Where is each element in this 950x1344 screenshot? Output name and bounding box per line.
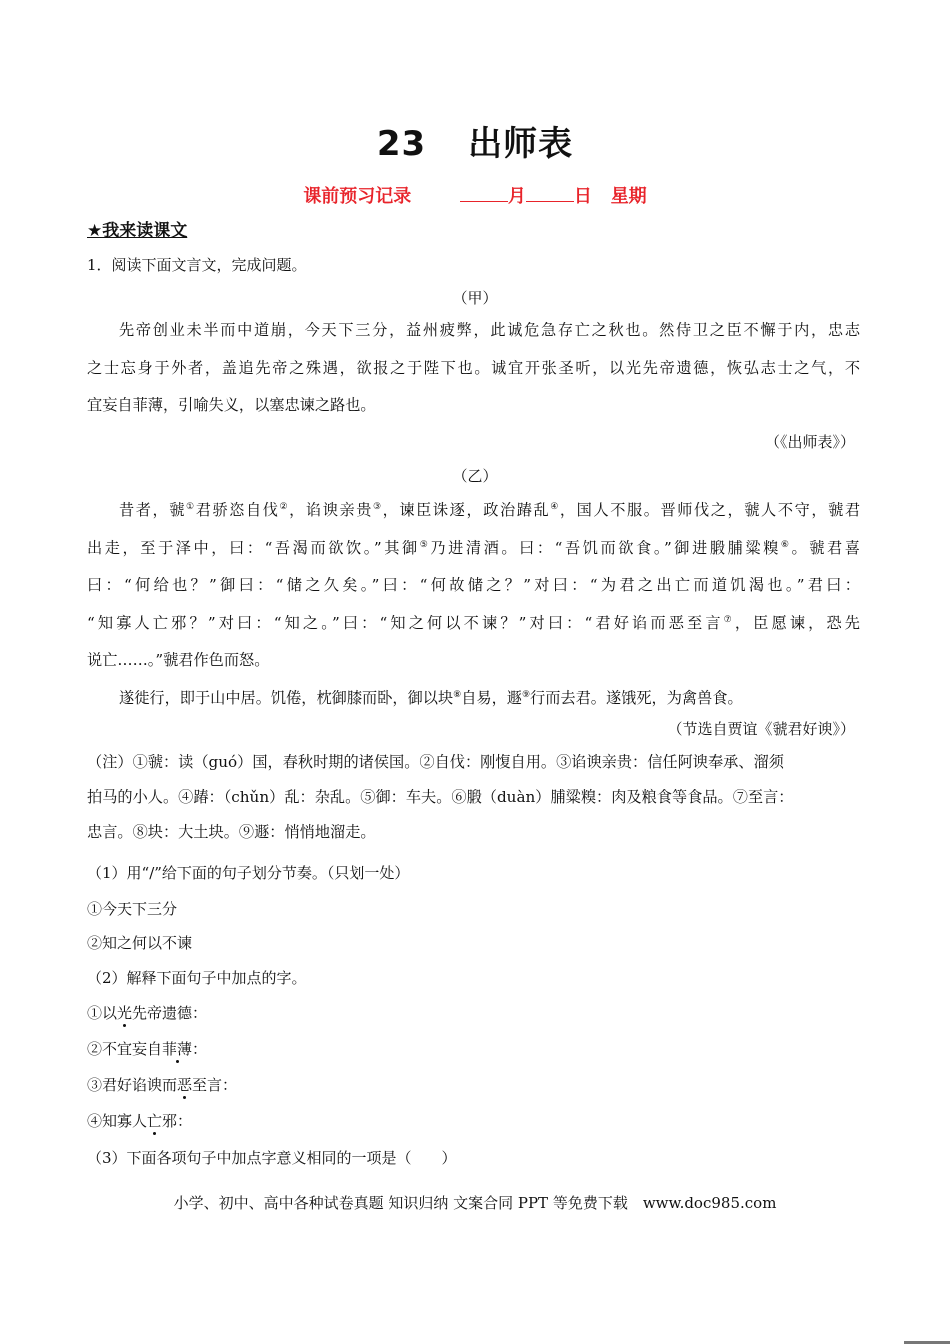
weekday-label: 星期	[610, 186, 647, 207]
annotations	[87, 745, 860, 850]
sub-question-1: （1）用“/”给下面的句子划分节奏。（只划一处）	[87, 864, 410, 882]
lesson-number: 23	[376, 124, 427, 164]
dotted-char: 亡	[147, 1112, 163, 1130]
annotation-line: 拍马的小人。④踳：（chǔn）乱：杂乱。⑤御：车夫。⑥腶（duàn）脯粱糗：肉及粮食等食品。⑦至言：	[87, 788, 794, 806]
annotation-line: （注）①虢：读（guó）国，春秋时期的诸侯国。②自伐：刚愎自用。③谄谀亲贵：信任阿谀奉承、溜须	[87, 753, 784, 771]
lesson-title: 出师表	[468, 124, 574, 164]
passage-yi-label: （乙）	[452, 467, 498, 485]
passage-yi-line: 出走，至于泽中，曰：“吾渴而欲饮。”其御⑤乃进清酒。曰：“吾饥而欲食。”御进腶脯粱糗⑥。虢君喜	[87, 538, 860, 557]
passage-yi-line: 昔者，虢①君骄恣自伐②，谄谀亲贵③，谏臣诛逐，政治踳乱④，国人不服。晋师伐之，虢人不守，虢君	[119, 501, 861, 519]
question-1-prompt: 1．阅读下面文言文，完成问题。	[87, 256, 307, 274]
preview-record-label: 课前预习记录	[303, 186, 412, 207]
day-blank	[526, 187, 574, 202]
page-footer: 小学、初中、高中各种试卷真题 知识归纳 文案合同 PPT 等免费下载 www.doc985.com	[173, 1194, 777, 1212]
passage-jia-line: 之士忘身于外者，盖追先帝之殊遇，欲报之于陛下也。诚宜开张圣听，以光先帝遗德，恢弘志士之气，不	[87, 358, 860, 377]
passage-jia-source: （《出师表》）	[764, 433, 855, 451]
passage-yi	[87, 492, 860, 717]
annotation-line: 忠言。⑧块：大土块。⑨遯：悄悄地溜走。	[87, 823, 376, 841]
sub-question-1-item: ①今天下三分	[87, 900, 178, 918]
passage-yi-line: “知寡人亡邪？”对曰：“知之。”曰：“知之何以不谏？”对曰：“君好谄而恶至言⑦，臣愿谏，恐先	[87, 613, 860, 632]
day-label: 日	[573, 186, 592, 207]
month-blank	[460, 187, 508, 202]
sub-question-2-item: ③君好谄谀而恶至言：	[87, 1076, 238, 1094]
passage-jia	[87, 312, 860, 425]
dotted-char: 光	[117, 1004, 133, 1022]
sub-question-2-item: ①以光先帝遗德：	[87, 1004, 208, 1022]
passage-yi-line: 说亡……。”虢君作色而怒。	[87, 651, 270, 669]
passage-jia-line: 宜妄自菲薄，引喻失义，以塞忠谏之路也。	[87, 396, 376, 414]
month-label: 月	[507, 186, 526, 207]
dotted-char: 菲薄	[162, 1040, 193, 1058]
sub-question-2: （2）解释下面句子中加点的字。	[87, 969, 307, 987]
sub-question-1-item: ②知之何以不谏	[87, 934, 193, 952]
dotted-char: 恶	[177, 1076, 193, 1094]
passage-jia-label: （甲）	[452, 289, 498, 307]
sub-question-2-item: ②不宜妄自菲薄：	[87, 1040, 208, 1058]
preview-record-line	[0, 182, 950, 208]
sub-question-3: （3）下面各项句子中加点字意义相同的一项是（ ）	[87, 1149, 457, 1167]
sub-question-2-item: ④知寡人亡邪：	[87, 1112, 193, 1130]
passage-yi-source: （节选自贾谊《虢君好谀》）	[667, 720, 855, 738]
passage-jia-line: 先帝创业未半而中道崩，今天下三分，益州疲弊，此诚危急存亡之秋也。然侍卫之臣不懈于内，忠志	[119, 321, 860, 339]
section-heading: ★我来读课文	[87, 221, 188, 241]
page-title	[0, 116, 950, 165]
passage-yi-line: 曰：“何给也？”御曰：“储之久矣。”曰：“何故储之？”对曰：“为君之出亡而道饥渴也。”君曰：	[87, 576, 860, 594]
passage-yi-line: 遂徙行，即于山中居。饥倦，枕御膝而卧，御以块⑧自易，遯⑨行而去君。遂饿死，为禽兽食。	[119, 688, 743, 707]
